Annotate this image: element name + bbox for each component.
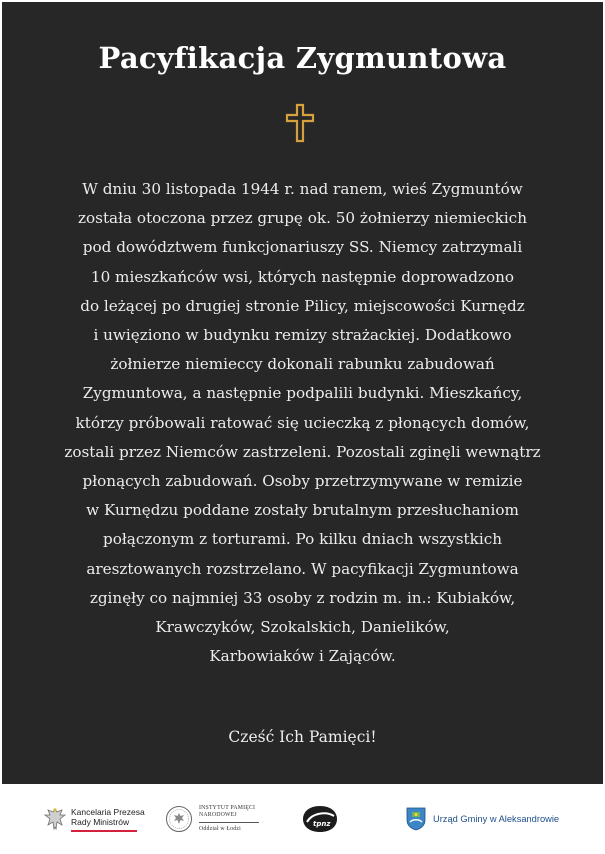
tpz-logo-text: tpnz: [313, 820, 331, 828]
text-line: została otoczona przez grupę ok. 50 żołnierzy niemieckich: [78, 209, 527, 228]
text-line: Karbowiaków i Zająców.: [209, 647, 396, 666]
ipn-name: [199, 805, 259, 833]
kprm-red-rule: [71, 830, 137, 832]
ipn-logo: [165, 786, 259, 852]
cross-icon: [285, 103, 315, 143]
text-line: 10 mieszkańców wsi, których następnie doprowadzono: [90, 267, 515, 286]
text-line: Krawczyków, Szokalskich, Danielików,: [155, 618, 450, 637]
text-line: aresztowanych rozstrzelano. W pacyfikacji Zygmuntowa: [86, 559, 519, 578]
text-line: do leżącej po drugiej stronie Pilicy, miejscowości Kurnędz: [80, 296, 525, 315]
white-eagle-icon: [44, 806, 66, 832]
text-line: żołnierze niemieccy dokonali rabunku zabudowań: [110, 355, 495, 374]
text-line: którzy próbowali ratować się ucieczką z płonących domów,: [75, 413, 530, 432]
text-line: zginęły co najmniej 33 osoby z rodzin m. in.: Kubiaków,: [89, 588, 516, 607]
ug-name: Urząd Gminy w Aleksandrowie: [433, 814, 560, 824]
text-line: połączonym z torturami. Po kilku dniach wszystkich: [103, 530, 502, 549]
kprm-line2: Rady Ministrów: [71, 816, 130, 827]
text-line: Zygmuntowa, a następnie podpalili budynki. Mieszkańcy,: [82, 384, 523, 403]
kprm-name: [71, 807, 145, 832]
text-line: W dniu 30 listopada 1944 r. nad ranem, wieś Zygmuntów: [82, 180, 523, 198]
ipn-line2: NARODOWEJ: [199, 812, 237, 818]
ipn-line1: INSTYTUT PAMIĘCI: [199, 805, 256, 811]
text-line: i uwięziono w budynku remizy strażackiej. Dodatkowo: [93, 326, 512, 345]
text-line: zostali przez Niemców zastrzeleni. Pozostali zginęli wewnątrz: [64, 442, 541, 461]
poster-title: Pacyfikacja Zygmuntowa: [98, 41, 507, 75]
sponsor-logos: [0, 786, 605, 852]
kprm-logo: [44, 786, 145, 852]
tpz-emblem-icon: [300, 804, 340, 834]
ipn-separator: [199, 822, 259, 823]
tpz-logo: [300, 786, 340, 852]
closing-line: Cześć Ich Pamięci!: [228, 728, 377, 746]
coat-of-arms-icon: [406, 807, 426, 831]
ipn-line3: Oddział w Łodzi: [199, 826, 241, 832]
text-line: pod dowództwem funkcjonariuszy SS. Niemcy zatrzymali: [82, 238, 523, 257]
text-line: w Kurnędzu poddane zostały brutalnym przesłuchaniom: [86, 501, 519, 520]
memorial-text: [40, 175, 565, 671]
ipn-seal-icon: [165, 805, 193, 833]
ug-logo: [406, 786, 559, 852]
text-line: płonących zabudowań. Osoby przetrzymywane w remizie: [82, 472, 523, 491]
kprm-line1: Kancelaria Prezesa: [71, 806, 145, 817]
